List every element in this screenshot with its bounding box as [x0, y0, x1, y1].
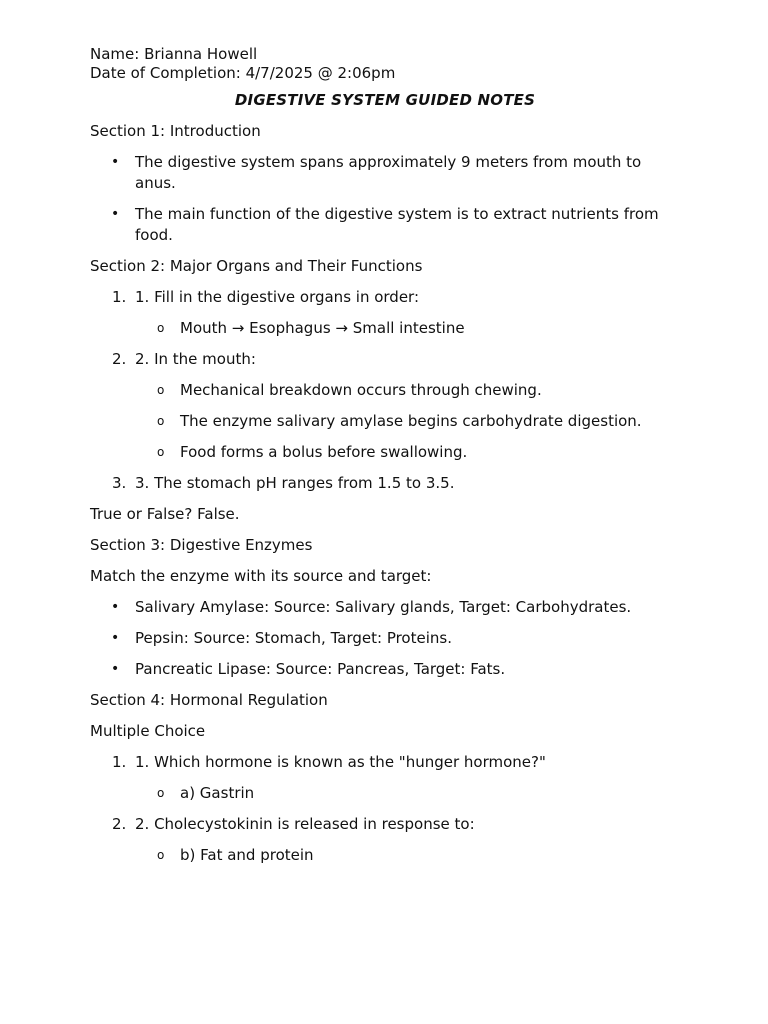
sublist-item-text: Food forms a bolus before swallowing.	[180, 443, 468, 461]
sublist-item	[135, 845, 680, 866]
completion-date: Date of Completion: 4/7/2025 @ 2:06pm	[90, 63, 396, 82]
true-false-answer: True or False? False.	[90, 505, 240, 523]
list-item	[90, 628, 680, 649]
sub-bullet-marker: o	[157, 321, 165, 335]
section-1-heading: Section 1: Introduction	[90, 122, 261, 140]
sublist-item	[135, 318, 680, 339]
section-3-prompt: Match the enzyme with its source and target:	[90, 567, 432, 585]
list-item-text: 1. Fill in the digestive organs in order:	[135, 288, 420, 306]
sublist	[135, 783, 680, 804]
bullet-marker: •	[111, 154, 120, 170]
sublist-item	[135, 783, 680, 804]
list-number: 1.	[112, 288, 127, 306]
list-item	[90, 152, 680, 194]
student-name: Name: Brianna Howell	[90, 45, 258, 63]
sublist-item	[135, 380, 680, 401]
section-4-numbered-list	[90, 752, 680, 866]
list-item	[90, 349, 680, 463]
list-item-text: Salivary Amylase: Source: Salivary glands, Target: Carbohydrates.	[135, 598, 632, 616]
sublist	[135, 318, 680, 339]
list-item	[90, 659, 680, 680]
list-item-text: 2. Cholecystokinin is released in response to:	[135, 815, 475, 833]
list-number: 2.	[112, 815, 127, 833]
list-number: 1.	[112, 753, 127, 771]
list-number: 2.	[112, 350, 127, 368]
list-item	[90, 204, 680, 246]
sublist-item-text: Mechanical breakdown occurs through chewing.	[180, 381, 542, 399]
bullet-marker: •	[111, 661, 120, 677]
list-item-text: Pepsin: Source: Stomach, Target: Proteins.	[135, 629, 452, 647]
sublist-item-text: The enzyme salivary amylase begins carbohydrate digestion.	[180, 412, 642, 430]
document-body	[90, 45, 680, 876]
sub-bullet-marker: o	[157, 445, 165, 459]
sublist	[135, 845, 680, 866]
section-4-heading: Section 4: Hormonal Regulation	[90, 691, 328, 709]
list-item-text: The digestive system spans approximately 9 meters from mouth to anus.	[135, 153, 642, 192]
list-item-text: 2. In the mouth:	[135, 350, 256, 368]
section-2-heading: Section 2: Major Organs and Their Functions	[90, 257, 423, 275]
list-item	[90, 597, 680, 618]
bullet-marker: •	[111, 206, 120, 222]
sub-bullet-marker: o	[157, 383, 165, 397]
list-item	[90, 473, 680, 494]
sublist-item	[135, 411, 680, 432]
sublist-item	[135, 442, 680, 463]
section-3-bullet-list	[90, 597, 680, 680]
sub-bullet-marker: o	[157, 414, 165, 428]
list-item-text: 3. The stomach pH ranges from 1.5 to 3.5.	[135, 474, 455, 492]
sub-bullet-marker: o	[157, 848, 165, 862]
sublist-item-text: Mouth → Esophagus → Small intestine	[180, 319, 465, 337]
list-item	[90, 287, 680, 339]
bullet-marker: •	[111, 599, 120, 615]
sublist	[135, 380, 680, 463]
list-item-text: The main function of the digestive system is to extract nutrients from food.	[135, 205, 659, 244]
list-item	[90, 752, 680, 804]
sublist-item-text: a) Gastrin	[180, 784, 255, 802]
list-item-text: Pancreatic Lipase: Source: Pancreas, Target: Fats.	[135, 660, 506, 678]
sub-bullet-marker: o	[157, 786, 165, 800]
sublist-item-text: b) Fat and protein	[180, 846, 314, 864]
list-item	[90, 814, 680, 866]
section-1-bullet-list	[90, 152, 680, 246]
page-title: DIGESTIVE SYSTEM GUIDED NOTES	[234, 91, 536, 109]
list-number: 3.	[112, 474, 127, 492]
bullet-marker: •	[111, 630, 120, 646]
section-3-heading: Section 3: Digestive Enzymes	[90, 536, 313, 554]
section-4-subheading: Multiple Choice	[90, 722, 206, 740]
list-item-text: 1. Which hormone is known as the "hunger hormone?"	[135, 753, 546, 771]
section-2-numbered-list	[90, 287, 680, 494]
